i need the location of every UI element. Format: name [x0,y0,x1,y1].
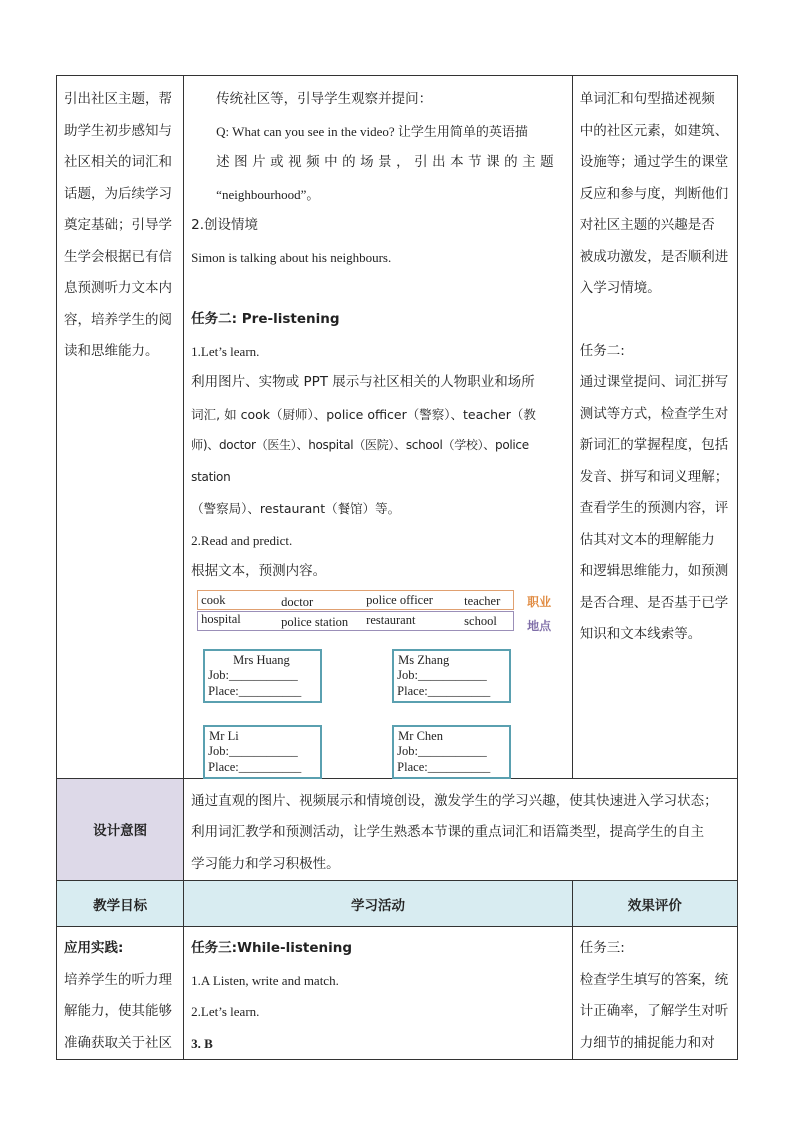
activity-line: 传统社区等，引导学生观察并提问： [216,91,433,107]
lets-learn: 1.Let’s learn. [191,343,260,359]
job-word: cook [201,592,226,607]
eval-line: 力细节的捕捉能力和对 [579,1034,715,1051]
design-line: 学习能力和学习积极性。 [191,855,340,872]
goal-line: 引出社区主题，帮 [64,91,172,107]
activity-line: 1.A Listen, write and match. [191,972,339,988]
goal-line: 容，培养学生的阅 [64,311,172,328]
job-word: police officer [366,592,433,607]
eval-line: 入学习情境。 [579,280,661,296]
activity-line: 利用图片、实物或 PPT 展示与社区相关的人物职业和场所 [191,374,535,390]
read-predict: 2.Read and predict. [191,532,293,548]
activity-line: （警察局）、restaurant（餐馆）等。 [191,501,401,516]
eval-line: 通过课堂提问、词汇拼写 [579,374,729,390]
predict-worksheet [184,588,572,778]
design-intent-cell [184,778,738,881]
eval-line: 查看学生的预测内容，评 [579,500,729,516]
person-card-ms-zhang [392,649,511,703]
eval-line: 知识和文本线索等。 [579,626,702,642]
activity-line: 述图片或视频中的场景，引出本节课的主题 [216,154,559,170]
activity-row-1 [57,76,738,779]
eval-line: 单词汇和句型描述视频 [579,91,715,107]
goal-line: 息预测听力文本内 [64,280,172,296]
place-tag: 地点 [527,618,552,633]
goal-line: 培养学生的听力理 [64,971,172,988]
lesson-table [56,75,738,1060]
goal-cell [57,927,184,1060]
goal-line: 话题，为后续学习 [64,185,172,202]
eval-line: 任务三: [579,940,625,956]
person-card-mr-li [203,725,322,779]
goal-line: 社区相关的词汇和 [64,154,172,170]
eval-line: 新词汇的掌握程度，包括 [579,437,729,453]
person-name: Mr Chen [398,728,443,743]
task3-title: 任务三:While-listening [191,940,352,956]
person-place: Place:__________ [397,759,491,774]
activity-line: 师)、doctor（医生）、hospital（医院）、school（学校）、police station [191,438,529,484]
place-word: hospital [201,611,241,626]
eval-line: 被成功激发，是否顺利进 [579,248,729,265]
design-line: 利用词汇教学和预测活动，让学生熟悉本节课的重点词汇和语篇类型，提高学生的自主 [191,824,705,840]
jobs-word-row [197,590,514,610]
eval-line: 是否合理、是否基于已学 [579,594,729,611]
activity-line: 词汇, 如 cook（厨师）、police officer（警察）、teacher（教 [191,406,536,422]
header-activity: 学习活动 [184,881,573,927]
eval-line: 测试等方式，检查学生对 [579,405,729,422]
eval-line: 计正确率，了解学生对听 [579,1003,729,1019]
activity-line: Simon is talking about his neighbours. [191,249,392,265]
design-line: 通过直观的图片、视频展示和情境创设，激发学生的学习兴趣，使其快速进入学习状态； [191,792,718,809]
header-goal: 教学目标 [57,881,184,927]
job-word: doctor [281,594,314,609]
design-intent-row [57,778,738,881]
goal-line: 应用实践: [64,940,124,956]
person-card-mr-chen [392,725,511,779]
design-intent-label: 设计意图 [57,778,184,881]
activity-line: 3. B [191,1035,213,1051]
goal-line: 助学生初步感知与 [64,122,172,139]
job-word: teacher [464,593,501,608]
eval-line: 检查学生填写的答案，统 [579,971,729,988]
person-job: Job:___________ [208,744,298,758]
person-place: Place:__________ [397,683,491,698]
evaluation-cell [572,76,737,779]
places-word-row [197,611,514,631]
eval-spacer [580,305,730,336]
place-word: restaurant [366,612,416,627]
task2-title: 任务二: Pre-listening [191,311,340,327]
person-job: Job:___________ [208,668,298,682]
person-name: Mrs Huang [233,652,290,667]
goal-line: 读和思维能力。 [64,343,159,359]
goal-cell [57,76,184,779]
activity-cell [184,76,573,779]
activity-line: Q: What can you see in the video? 让学生用简单的英语描 [216,123,528,139]
eval-line: 任务二: [579,342,625,359]
activity-cell [184,927,573,1060]
person-place: Place:__________ [208,683,302,698]
eval-line: 对社区主题的兴趣是否 [579,217,715,233]
eval-line: 估其对文本的理解能力 [579,531,715,548]
person-place: Place:__________ [208,759,302,774]
header-evaluation: 效果评价 [572,881,737,927]
activity-line: 2.创设情境 [191,217,259,233]
goal-line: 奠定基础；引导学 [64,217,172,233]
eval-line: 中的社区元素，如建筑、 [579,122,729,139]
person-name: Ms Zhang [398,652,450,667]
person-card-mrs-huang [203,649,322,703]
predict-instruction: 根据文本，预测内容。 [191,563,327,579]
eval-line: 发音、拼写和词义理解； [579,468,729,485]
evaluation-cell [572,927,737,1060]
job-tag: 职业 [527,594,552,609]
place-word: school [464,613,497,628]
goal-line: 准确获取关于社区 [64,1034,172,1051]
place-word: police station [281,614,349,629]
header-row [57,881,738,927]
page [56,75,738,1060]
eval-line: 反应和参与度，判断他们 [579,185,729,202]
person-job: Job:___________ [397,668,487,682]
activity-line: “neighbourhood”。 [216,186,320,202]
goal-line: 解能力，使其能够 [64,1003,172,1019]
eval-line: 和逻辑思维能力，如预测 [579,563,729,579]
activity-line: 2.Let’s learn. [191,1004,260,1019]
eval-line: 设施等；通过学生的课堂 [579,154,729,170]
person-job: Job:___________ [397,744,487,758]
person-name: Mr Li [209,728,239,743]
goal-line: 生学会根据已有信 [64,248,172,265]
activity-row-3 [57,927,738,1060]
